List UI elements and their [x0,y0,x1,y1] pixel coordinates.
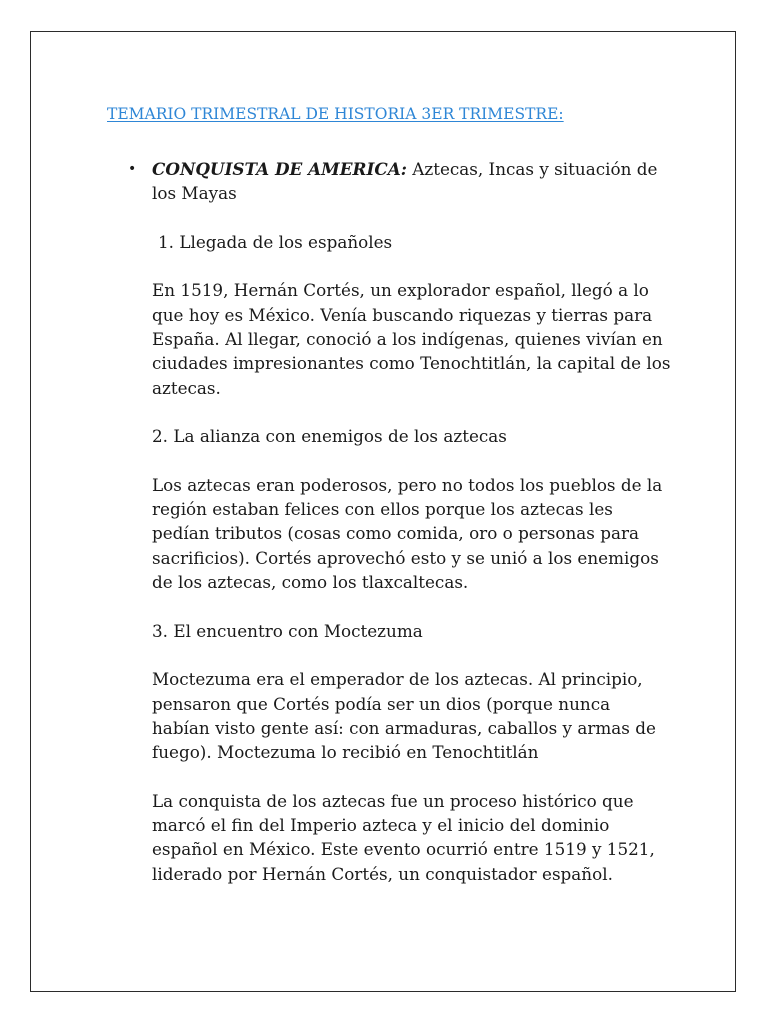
paragraph-alianza: Los aztecas eran poderosos, pero no todos los pueblos de la región estaban felices con ellos porque los aztecas les pedían tributos (cosas como comida, oro o personas para sacrificios). Cortés aprovechó esto y se unió a los enemigos de los aztecas, como los tlaxcaltecas. [152,474,663,593]
paragraph-encuentro: Moctezuma era el emperador de los aztecas. Al principio, pensaron que Cortés podía ser un dios (porque nunca habían visto gente así: con armaduras, caballos y armas de fuego). Moctezuma lo recibió en Tenochtitlán [152,669,656,763]
bullet-icon: • [128,161,137,177]
section-heading-llegada: 1. Llegada de los españoles [158,231,393,252]
paragraph-conquista: La conquista de los aztecas fue un proceso histórico que marcó el fin del Imperio azteca y el inicio del dominio español en México. Este evento ocurrió entre 1519 y 1521, liderado por Hernán Cortés, un conquistador español. [152,790,655,884]
document-heading: TEMARIO TRIMESTRAL DE HISTORIA 3ER TRIMESTRE: [107,105,564,123]
paragraph-llegada: En 1519, Hernán Cortés, un explorador español, llegó a lo que hoy es México. Venía buscando riquezas y tierras para España. Al llegar, conoció a los indígenas, quienes vivían en ciudades impresionantes como Tenochtitlán, la capital de los aztecas. [152,280,671,398]
bullet-text: Aztecas, Incas y situación de los Mayas [152,159,658,204]
document-page [30,31,736,992]
bullet-item-conquista [128,157,672,206]
document-content [128,157,672,886]
bullet-title: CONQUISTA DE AMERICA: [152,159,407,179]
section-heading-encuentro: 3. El encuentro con Moctezuma [152,620,423,641]
section-heading-alianza: 2. La alianza con enemigos de los aztecas [152,426,507,447]
